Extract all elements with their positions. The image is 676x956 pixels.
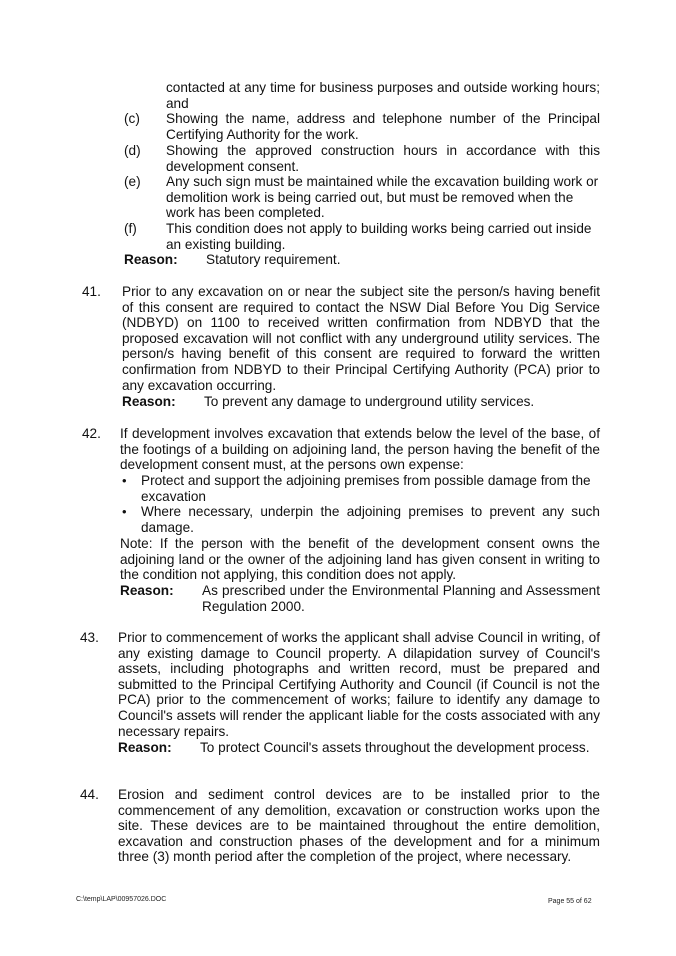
item-b-continuation: contacted at any time for business purposes and outside working hours; and <box>166 80 600 111</box>
footer-page-number: Page 55 of 62 <box>548 898 592 905</box>
reason-text: Statutory requirement. <box>206 252 341 267</box>
bullet-icon: • <box>122 473 127 488</box>
condition-43-number: 43. <box>80 630 99 645</box>
reason-label: Reason: <box>124 252 178 267</box>
condition-42-text: If development involves excavation that extends below the level of the base, of the footings of a building on adjoining land, the person having the benefit of the development consent must, at the persons own expense: <box>120 426 600 473</box>
condition-42-bullet-2: Where necessary, underpin the adjoining premises to prevent any such damage. <box>141 504 600 535</box>
item-d-label: (d) <box>124 143 141 158</box>
condition-43-text: Prior to commencement of works the applicant shall advise Council in writing, of any existing damage to Council property. A dilapidation survey of Council's assets, including photographs and written record, must be prepared and submitted to the Principal Certifying Authority and Council (if Council is not the PCA) prior to the commencement of works; failure to identify any damage to Council's assets will render the applicant liable for the costs associated with any necessary repairs. <box>118 630 600 739</box>
condition-44-number: 44. <box>80 787 99 802</box>
condition-41-reason-label: Reason: <box>122 394 176 409</box>
condition-41-number: 41. <box>82 284 101 299</box>
item-d-text: Showing the approved construction hours in accordance with this development consent. <box>166 143 600 174</box>
condition-42-number: 42. <box>82 426 101 441</box>
condition-42-note: Note: If the person with the benefit of the development consent owns the adjoining land or the owner of the adjoining land has given consent in writing to the condition not applying, this condition does not apply. <box>120 536 600 583</box>
item-c-label: (c) <box>124 111 140 126</box>
condition-42-bullet-1: Protect and support the adjoining premises from possible damage from the excavation <box>141 473 591 504</box>
condition-44-text: Erosion and sediment control devices are to be installed prior to the commencement of any demolition, excavation or construction works upon the site. These devices are to be maintained throughout the entire demolition, excavation and construction phases of the development and for a minimum three (3) month period after the completion of the project, where necessary. <box>118 787 600 865</box>
condition-41-text: Prior to any excavation on or near the subject site the person/s having benefit of this consent are required to contact the NSW Dial Before You Dig Service (NDBYD) on 1100 to received written confirmation from NDBYD that the proposed excavation will not conflict with any underground utility services. The person/s having benefit of this consent are required to forward the written confirmation from NDBYD to their Principal Certifying Authority (PCA) prior to any excavation occurring. <box>122 284 600 393</box>
item-e-label: (e) <box>124 174 141 189</box>
item-c-text: Showing the name, address and telephone number of the Principal Certifying Authority for the work. <box>166 111 600 142</box>
item-f-text: This condition does not apply to building works being carried out inside an existing building. <box>166 221 592 252</box>
item-f-label: (f) <box>124 221 137 236</box>
condition-43-reason-text: To protect Council's assets throughout the development process. <box>200 740 590 755</box>
bullet-icon: • <box>122 504 127 519</box>
condition-41-reason-text: To prevent any damage to underground utility services. <box>204 394 535 409</box>
condition-43-reason-label: Reason: <box>118 740 172 755</box>
item-e-text: Any such sign must be maintained while the excavation building work or demolition work is being carried out, but must be removed when the work has been completed. <box>166 174 599 221</box>
condition-42-reason-text: As prescribed under the Environmental Planning and Assessment Regulation 2000. <box>202 583 600 614</box>
condition-42-reason-label: Reason: <box>120 583 174 598</box>
footer-file-path: C:\temp\LAP\00957026.DOC <box>76 896 167 903</box>
